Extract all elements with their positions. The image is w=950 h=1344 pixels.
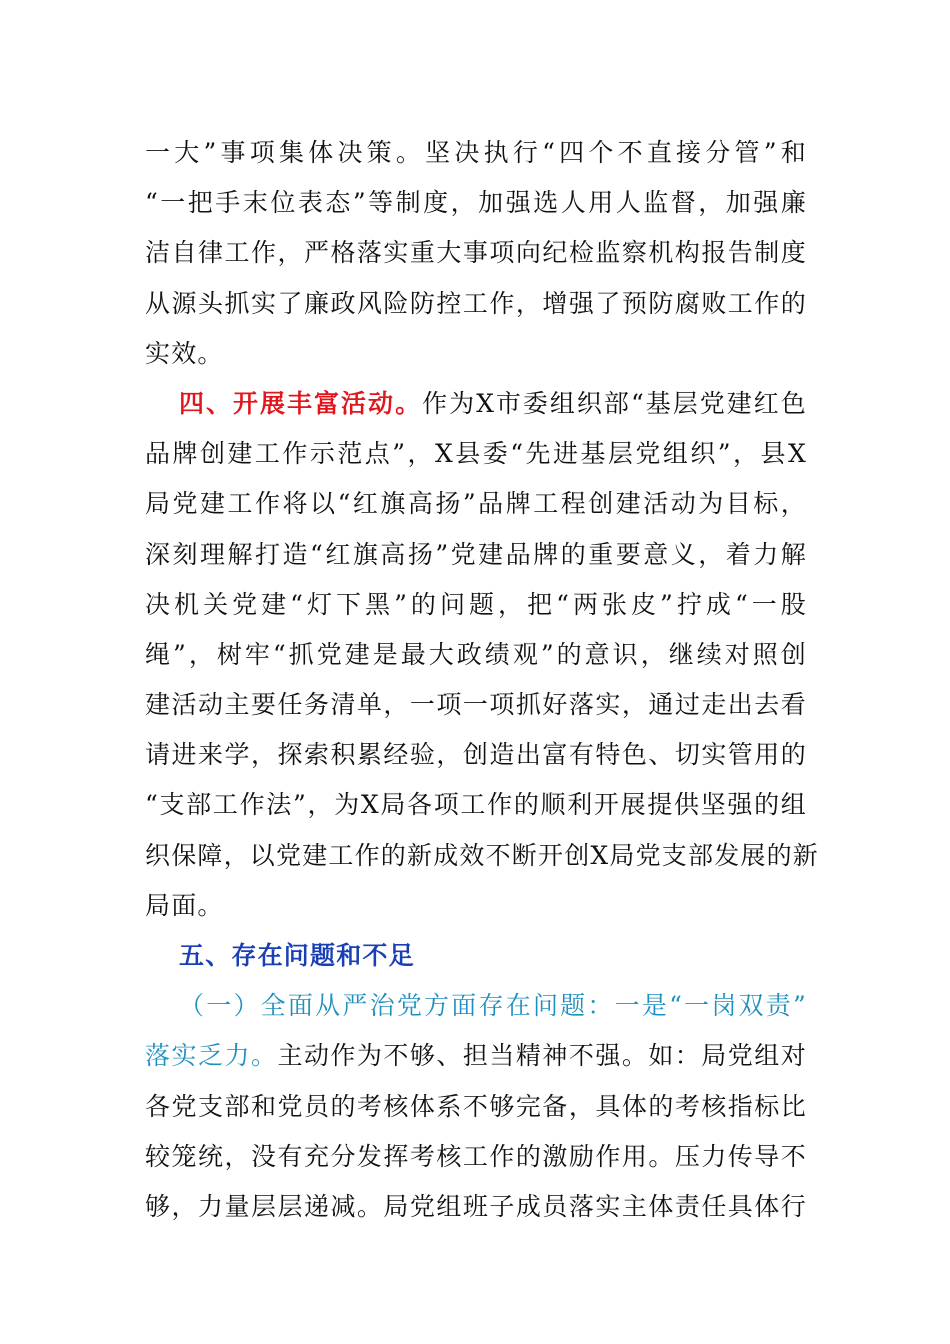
text-line: 局面。 [145,890,224,920]
text-line: 从源头抓实了廉政风险防控工作，增强了预防腐败工作的 [145,288,807,318]
text-line: 请进来学，探索积累经验，创造出富有特色、切实管用的 [145,740,807,770]
text-line: 较笼统，没有充分发挥考核工作的激励作用。压力传导不 [145,1141,807,1171]
text-line: 实效。 [145,338,224,368]
text-line: 各党支部和党员的考核体系不够完备，具体的考核指标比 [145,1091,807,1121]
text-run: 主动作为不够、担当精神不强。如：局党组对 [277,1041,807,1071]
text-line: 深刻理解打造“红旗高扬”党建品牌的重要意义，着力解 [145,539,807,569]
section-4-first-line [145,379,807,429]
text-run: 作为X市委组织部“基层党建红色 [422,388,807,418]
section-5-heading: 五、存在问题和不足 [179,941,415,970]
text-line: 绳”，树牢“抓党建是最大政绩观”的意识，继续对照创 [145,639,807,669]
section-4-heading: 四、开展丰富活动。 [179,388,423,418]
text-line: “支部工作法”，为X局各项工作的顺利开展提供坚强的组 [145,790,807,820]
text-line: 够，力量层层递减。局党组班子成员落实主体责任具体行 [145,1191,807,1221]
text-line: 决机关党建“灯下黑”的问题，把“两张皮”拧成“一股 [145,589,807,619]
subsection-heading-tail: 落实乏力。 [145,1041,278,1071]
text-line: “一把手末位表态”等制度，加强选人用人监督，加强廉 [145,188,807,218]
text-line: 局党建工作将以“红旗高扬”品牌工程创建活动为目标， [145,489,807,519]
document-body [145,128,820,1232]
text-line: 织保障，以党建工作的新成效不断开创X局党支部发展的新 [145,840,820,870]
section-5-heading-line [145,931,807,981]
subsection-heading: （一）全面从严治党方面存在问题：一是“一岗双责” [179,991,807,1021]
text-line-mixed [145,1031,807,1081]
text-line: 一大”事项集体决策。坚决执行“四个不直接分管”和 [145,138,807,167]
text-line: 建活动主要任务清单，一项一项抓好落实，通过走出去看 [145,690,807,720]
text-line: 品牌创建工作示范点”，X县委“先进基层党组织”，县X [145,439,807,469]
text-line: 洁自律工作，严格落实重大事项向纪检监察机构报告制度 [145,238,807,268]
